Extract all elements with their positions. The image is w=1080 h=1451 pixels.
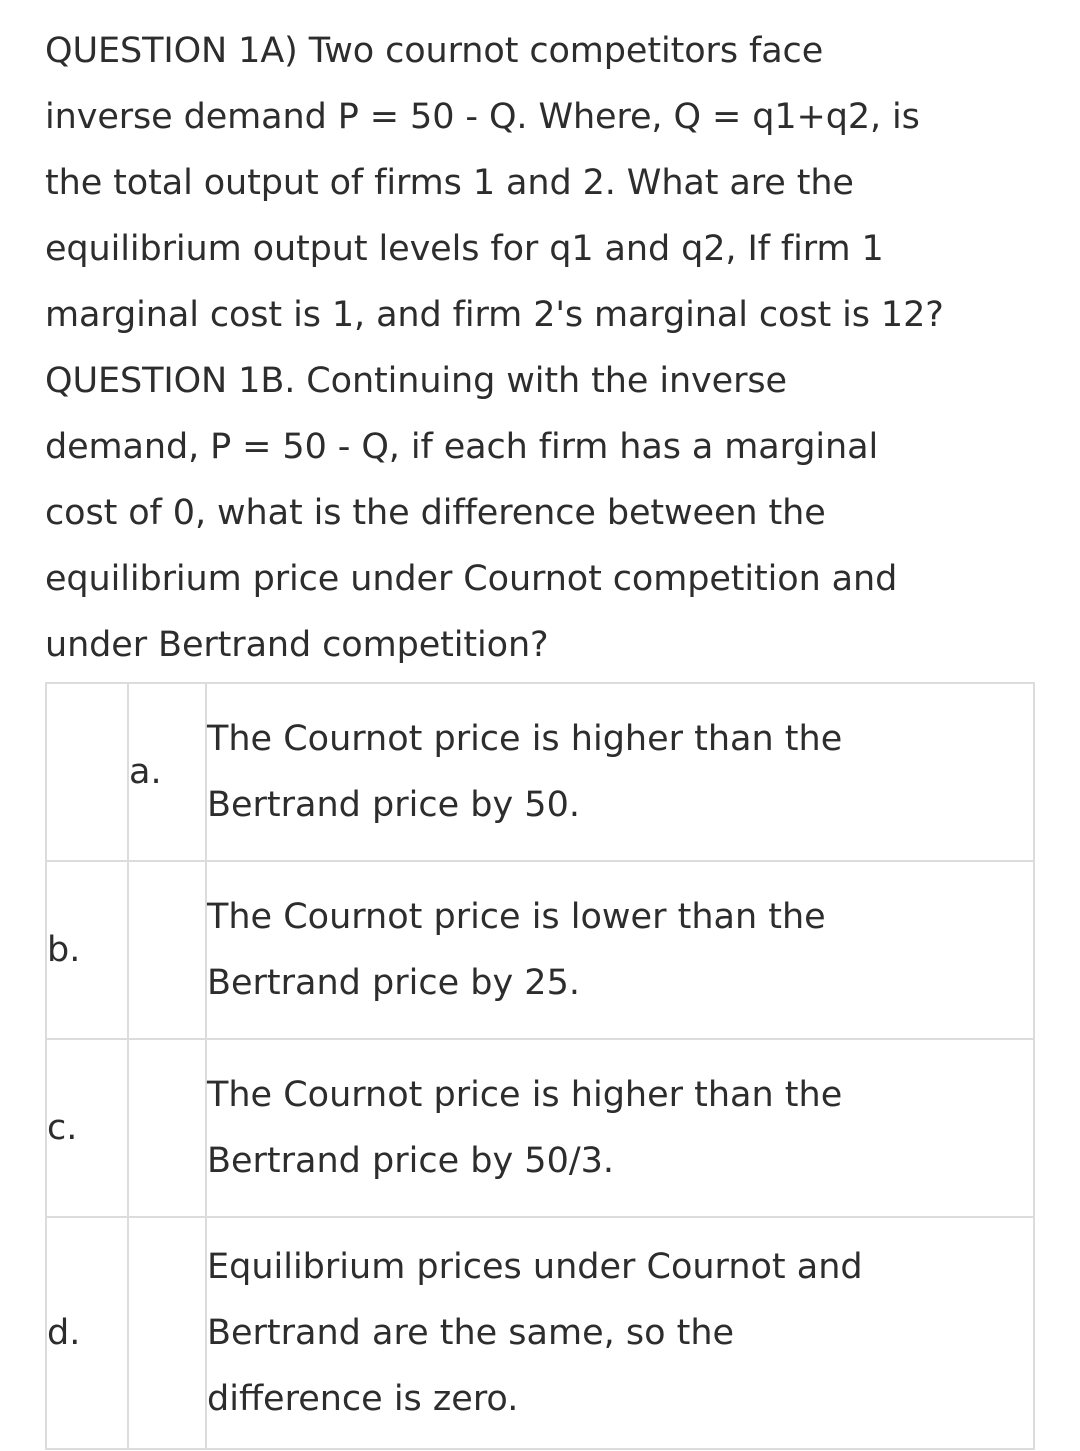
option-text-line: Bertrand price by 50/3. [207, 1141, 615, 1181]
option-row-d[interactable] [46, 1217, 1034, 1449]
option-letter: d. [46, 1217, 128, 1449]
question-line: the total output of firms 1 and 2. What are the [45, 163, 854, 203]
option-letter: b. [46, 861, 128, 1039]
option-empty-cell [128, 1039, 206, 1217]
question-line: demand, P = 50 - Q, if each firm has a marginal [45, 427, 879, 467]
option-text-line: difference is zero. [207, 1379, 519, 1419]
option-radio-cell[interactable] [46, 683, 128, 861]
option-text-line: Bertrand price by 50. [207, 785, 580, 825]
option-letter: c. [46, 1039, 128, 1217]
question-line: QUESTION 1B. Continuing with the inverse [45, 361, 787, 401]
question-text [45, 18, 1045, 678]
option-text [206, 1217, 1034, 1449]
option-row-b[interactable] [46, 861, 1034, 1039]
option-text-line: Equilibrium prices under Cournot and [207, 1247, 863, 1287]
option-text [206, 861, 1034, 1039]
option-empty-cell [128, 1217, 206, 1449]
option-text [206, 1039, 1034, 1217]
option-text-line: The Cournot price is higher than the [207, 719, 843, 759]
question-line: QUESTION 1A) Two cournot competitors face [45, 31, 824, 71]
question-line: under Bertrand competition? [45, 625, 549, 665]
option-row-a[interactable] [46, 683, 1034, 861]
question-line: inverse demand P = 50 - Q. Where, Q = q1+q2, is [45, 97, 920, 137]
option-text-line: The Cournot price is lower than the [207, 897, 826, 937]
option-empty-cell [128, 861, 206, 1039]
option-row-c[interactable] [46, 1039, 1034, 1217]
option-letter: a. [128, 683, 206, 861]
option-text [206, 683, 1034, 861]
option-text-line: The Cournot price is higher than the [207, 1075, 843, 1115]
question-line: marginal cost is 1, and firm 2's marginal cost is 12? [45, 295, 944, 335]
question-line: equilibrium price under Cournot competition and [45, 559, 898, 599]
option-text-line: Bertrand price by 25. [207, 963, 580, 1003]
question-line: equilibrium output levels for q1 and q2, If firm 1 [45, 229, 884, 269]
option-text-line: Bertrand are the same, so the [207, 1313, 735, 1353]
answer-options-table [45, 682, 1035, 1450]
question-line: cost of 0, what is the difference between the [45, 493, 826, 533]
